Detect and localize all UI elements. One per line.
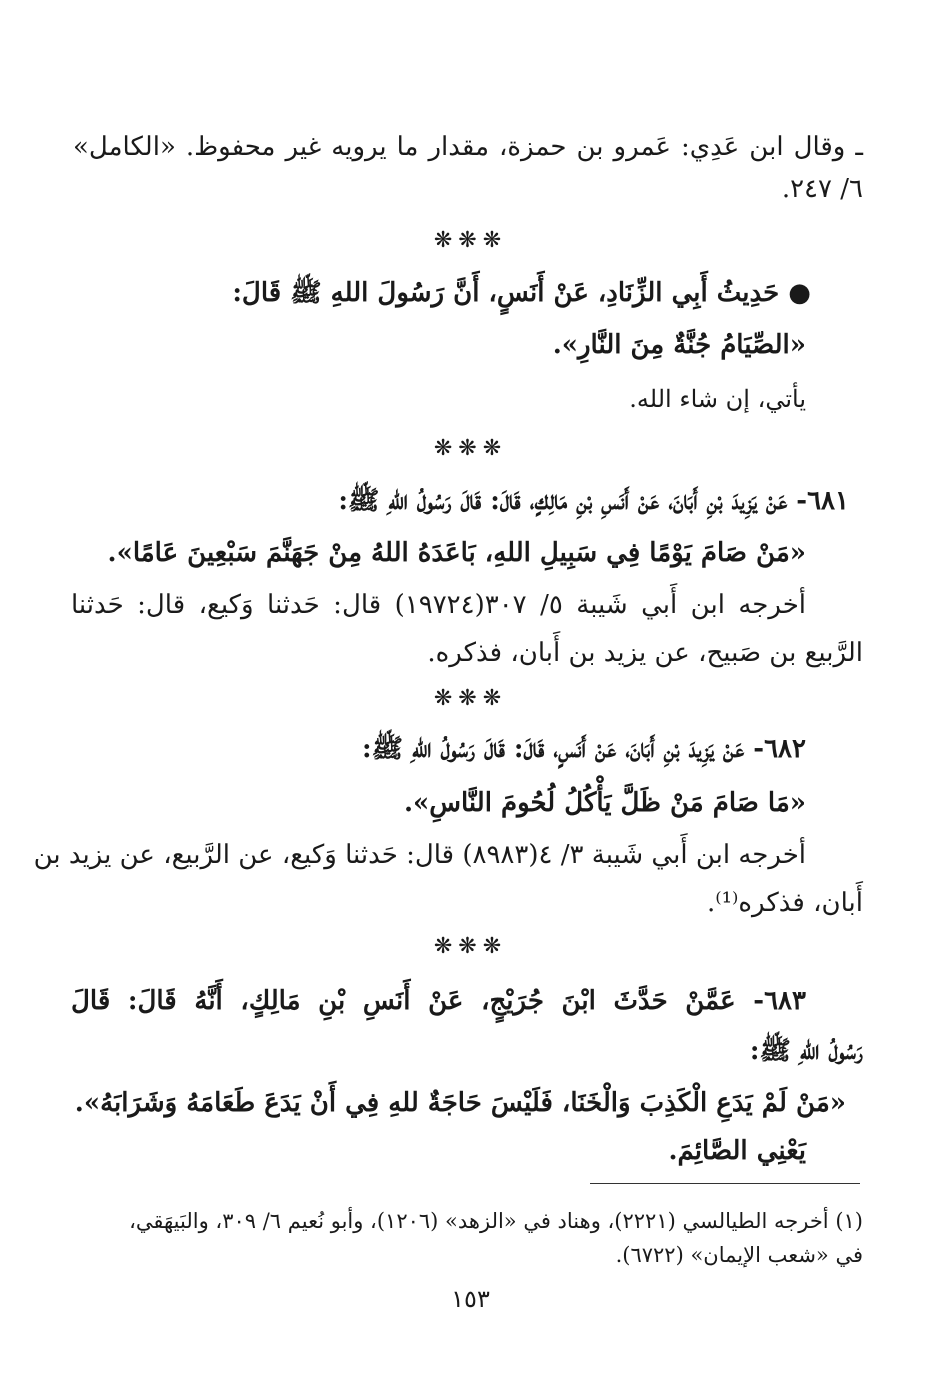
section-separator: ❋❋❋ [433,934,508,959]
hadith-683-gloss: يَعْنِي الصَّائِمَ. [668,1136,806,1166]
hadith-682-text: «مَا صَامَ مَنْ ظَلَّ يَأْكُلُ لُحُومَ النَّاسِ». [403,788,806,818]
hadith-681-text: «مَنْ صَامَ يَوْمًا فِي سَبِيلِ اللهِ، بَاعَدَهُ اللهُ مِنْ جَهَنَّمَ سَبْعِينَ عَامًا». [107,538,806,568]
hadith-681-takhrij-2: الرَّبيع بن صَبيح، عن يزيد بن أَبان، فذكره. [427,638,863,668]
hadith-682-takhrij-1: أخرجه ابن أَبي شَيبة ٣/ ٤(٨٩٨٣) قال: حَدثنا وَكيع، عن الرَّبيع، عن يزيد بن [33,840,806,870]
page-number: ١٥٣ [451,1285,490,1313]
hadith-682-takhrij-2: أَبان، فذكره⁽¹⁾. [706,888,863,918]
hadith-heading: ● حَدِيثُ أَبِي الزِّنَادِ، عَنْ أَنَسٍ، أَنَّ رَسُولَ اللهِ ﷺ قَالَ: [232,278,811,308]
hadith-683-chain-1: ٦٨٣- عَمَّنْ حَدَّثَ ابْنَ جُرَيْجٍ، عَنْ أَنَسِ بْنِ مَالِكٍ، أَنَّهُ قَالَ: قَالَ [71,986,806,1016]
footnote-divider [590,1183,860,1184]
hadith-681-takhrij-1: أخرجه ابن أَبي شَيبة ٥/ ٣٠٧(١٩٧٢٤) قال: حَدثنا وَكيع، قال: حَدثنا [71,590,807,620]
hadith-text: «الصِّيَامُ جُنَّةٌ مِنَ النَّارِ». [552,330,806,360]
section-separator: ❋❋❋ [433,686,508,711]
section-separator: ❋❋❋ [433,228,508,253]
hadith-683-text: «مَنْ لَمْ يَدَعِ الْكَذِبَ وَالْخَنَا، فَلَيْسَ حَاجَةٌ للهِ فِي أَنْ يَدَعَ طَعَامَهُ وَشَرَابَهُ». [74,1088,846,1118]
section-separator: ❋❋❋ [433,436,508,461]
hadith-682-chain: ٦٨٢- عَنْ يَزِيدَ بْنِ أَبَانَ، عَنْ أَنَسٍ، قَالَ: قَالَ رَسُولُ اللهِ ﷺ: [362,734,806,764]
commentary-line-1: ـ وقال ابن عَدِي: عَمرو بن حمزة، مقدار ما يرويه غير محفوظ. «الكامل» [73,132,863,162]
footnote-line-1: (١) أخرجه الطيالسي (٢٢٢١)، وهناد في «الزهد» (١٢٠٦)، وأبو نُعيم ٦/ ٣٠٩، والبَيهَقي، [129,1209,863,1233]
commentary-line-2: ٦/ ٢٤٧. [781,174,863,204]
hadith-note: يأتي، إن شاء الله. [629,385,806,413]
hadith-683-chain-2: رَسُولُ اللهِ ﷺ: [749,1036,863,1066]
footnote-line-2: في «شعب الإيمان» (٦٧٢٢). [615,1243,863,1267]
hadith-681-chain: ٦٨١- عَنْ يَزِيدَ بْنِ أَبَانَ، عَنْ أَنَسِ بْنِ مَالِكٍ، قَالَ: قَالَ رَسُولُ اللهِ ﷺ: [338,486,849,516]
